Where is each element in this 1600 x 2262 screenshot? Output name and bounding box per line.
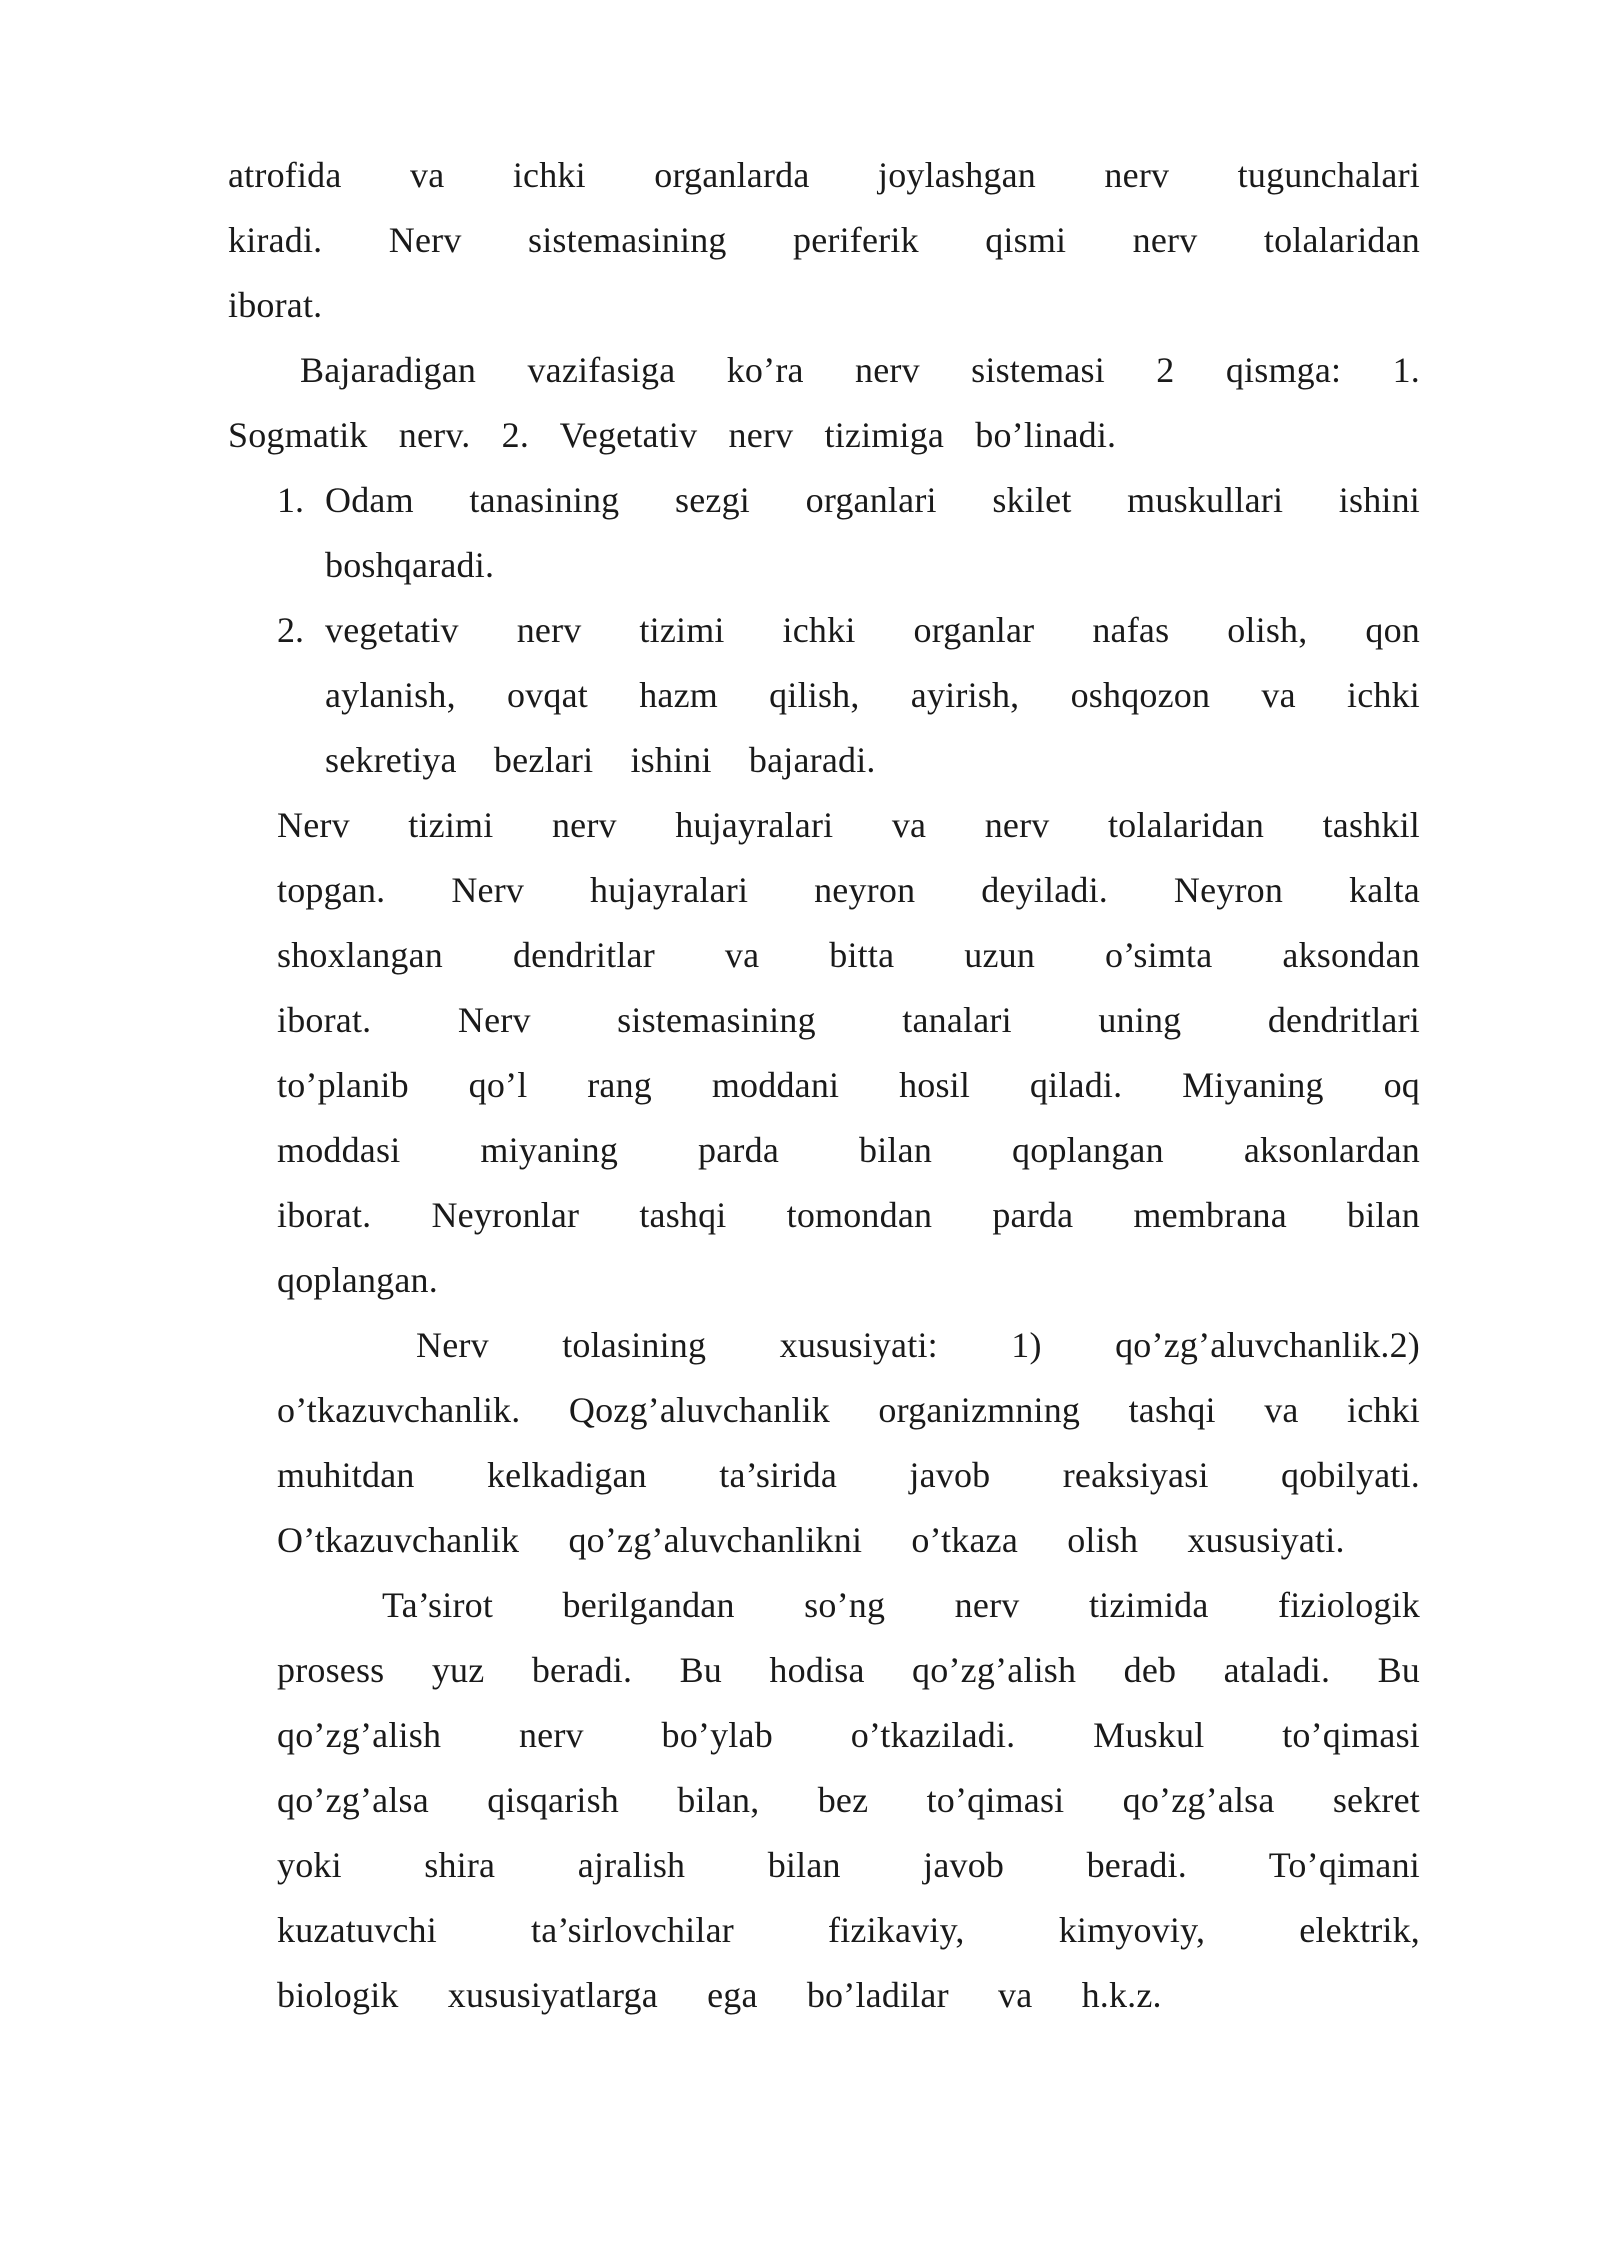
text-line: qo’zg’alsa qisqarish bilan, bez to’qimasi qo’zg’alsa sekret [277,1780,1420,1820]
text-line: Nerv tolasining xususiyati: 1) qo’zg’aluvchanlik.2) [416,1325,1420,1365]
list-item-line: boshqaradi. [325,545,495,585]
text-line: atrofida va ichki organlarda joylashgan nerv tugunchalari [228,155,1420,195]
text-line: Ta’sirot berilgandan so’ng nerv tizimida fiziologik [382,1585,1420,1625]
list-item-line: vegetativ nerv tizimi ichki organlar nafas olish, qon [325,610,1420,650]
text-line: topgan. Nerv hujayralari neyron deyiladi. Neyron kalta [277,870,1420,910]
list-number: 2. [277,610,304,650]
text-line: muhitdan kelkadigan ta’sirida javob reaksiyasi qobilyati. [277,1455,1420,1495]
text-line: Sogmatik nerv. 2. Vegetativ nerv tizimiga bo’linadi. [228,415,1117,455]
text-line: shoxlangan dendritlar va bitta uzun o’simta aksondan [277,935,1420,975]
text-line: kiradi. Nerv sistemasining periferik qismi nerv tolalaridan [228,220,1420,260]
list-item-line: sekretiya bezlari ishini bajaradi. [325,740,876,780]
text-line: o’tkazuvchanlik. Qozg’aluvchanlik organizmning tashqi va ichki [277,1390,1420,1430]
text-line: O’tkazuvchanlik qo’zg’aluvchanlikni o’tkaza olish xususiyati. [277,1520,1345,1560]
text-line: moddasi miyaning parda bilan qoplangan aksonlardan [277,1130,1420,1170]
text-line: qo’zg’alish nerv bo’ylab o’tkaziladi. Muskul to’qimasi [277,1715,1420,1755]
text-line: to’planib qo’l rang moddani hosil qiladi. Miyaning oq [277,1065,1420,1105]
text-line: kuzatuvchi ta’sirlovchilar fizikaviy, kimyoviy, elektrik, [277,1910,1420,1950]
list-item-line: Odam tanasining sezgi organlari skilet muskullari ishini [325,480,1420,520]
list-number: 1. [277,480,304,520]
text-line: iborat. [228,285,323,325]
text-line: Nerv tizimi nerv hujayralari va nerv tolalaridan tashkil [277,805,1420,845]
text-line: biologik xususiyatlarga ega bo’ladilar va h.k.z. [277,1975,1162,2015]
text-line: iborat. Nerv sistemasining tanalari uning dendritlari [277,1000,1420,1040]
text-line: yoki shira ajralish bilan javob beradi. To’qimani [277,1845,1420,1885]
text-line: Bajaradigan vazifasiga ko’ra nerv sistemasi 2 qismga: 1. [300,350,1420,390]
text-line: prosess yuz beradi. Bu hodisa qo’zg’alish deb ataladi. Bu [277,1650,1420,1690]
text-line: qoplangan. [277,1260,438,1300]
list-item-line: aylanish, ovqat hazm qilish, ayirish, oshqozon va ichki [325,675,1420,715]
text-line: iborat. Neyronlar tashqi tomondan parda membrana bilan [277,1195,1420,1235]
